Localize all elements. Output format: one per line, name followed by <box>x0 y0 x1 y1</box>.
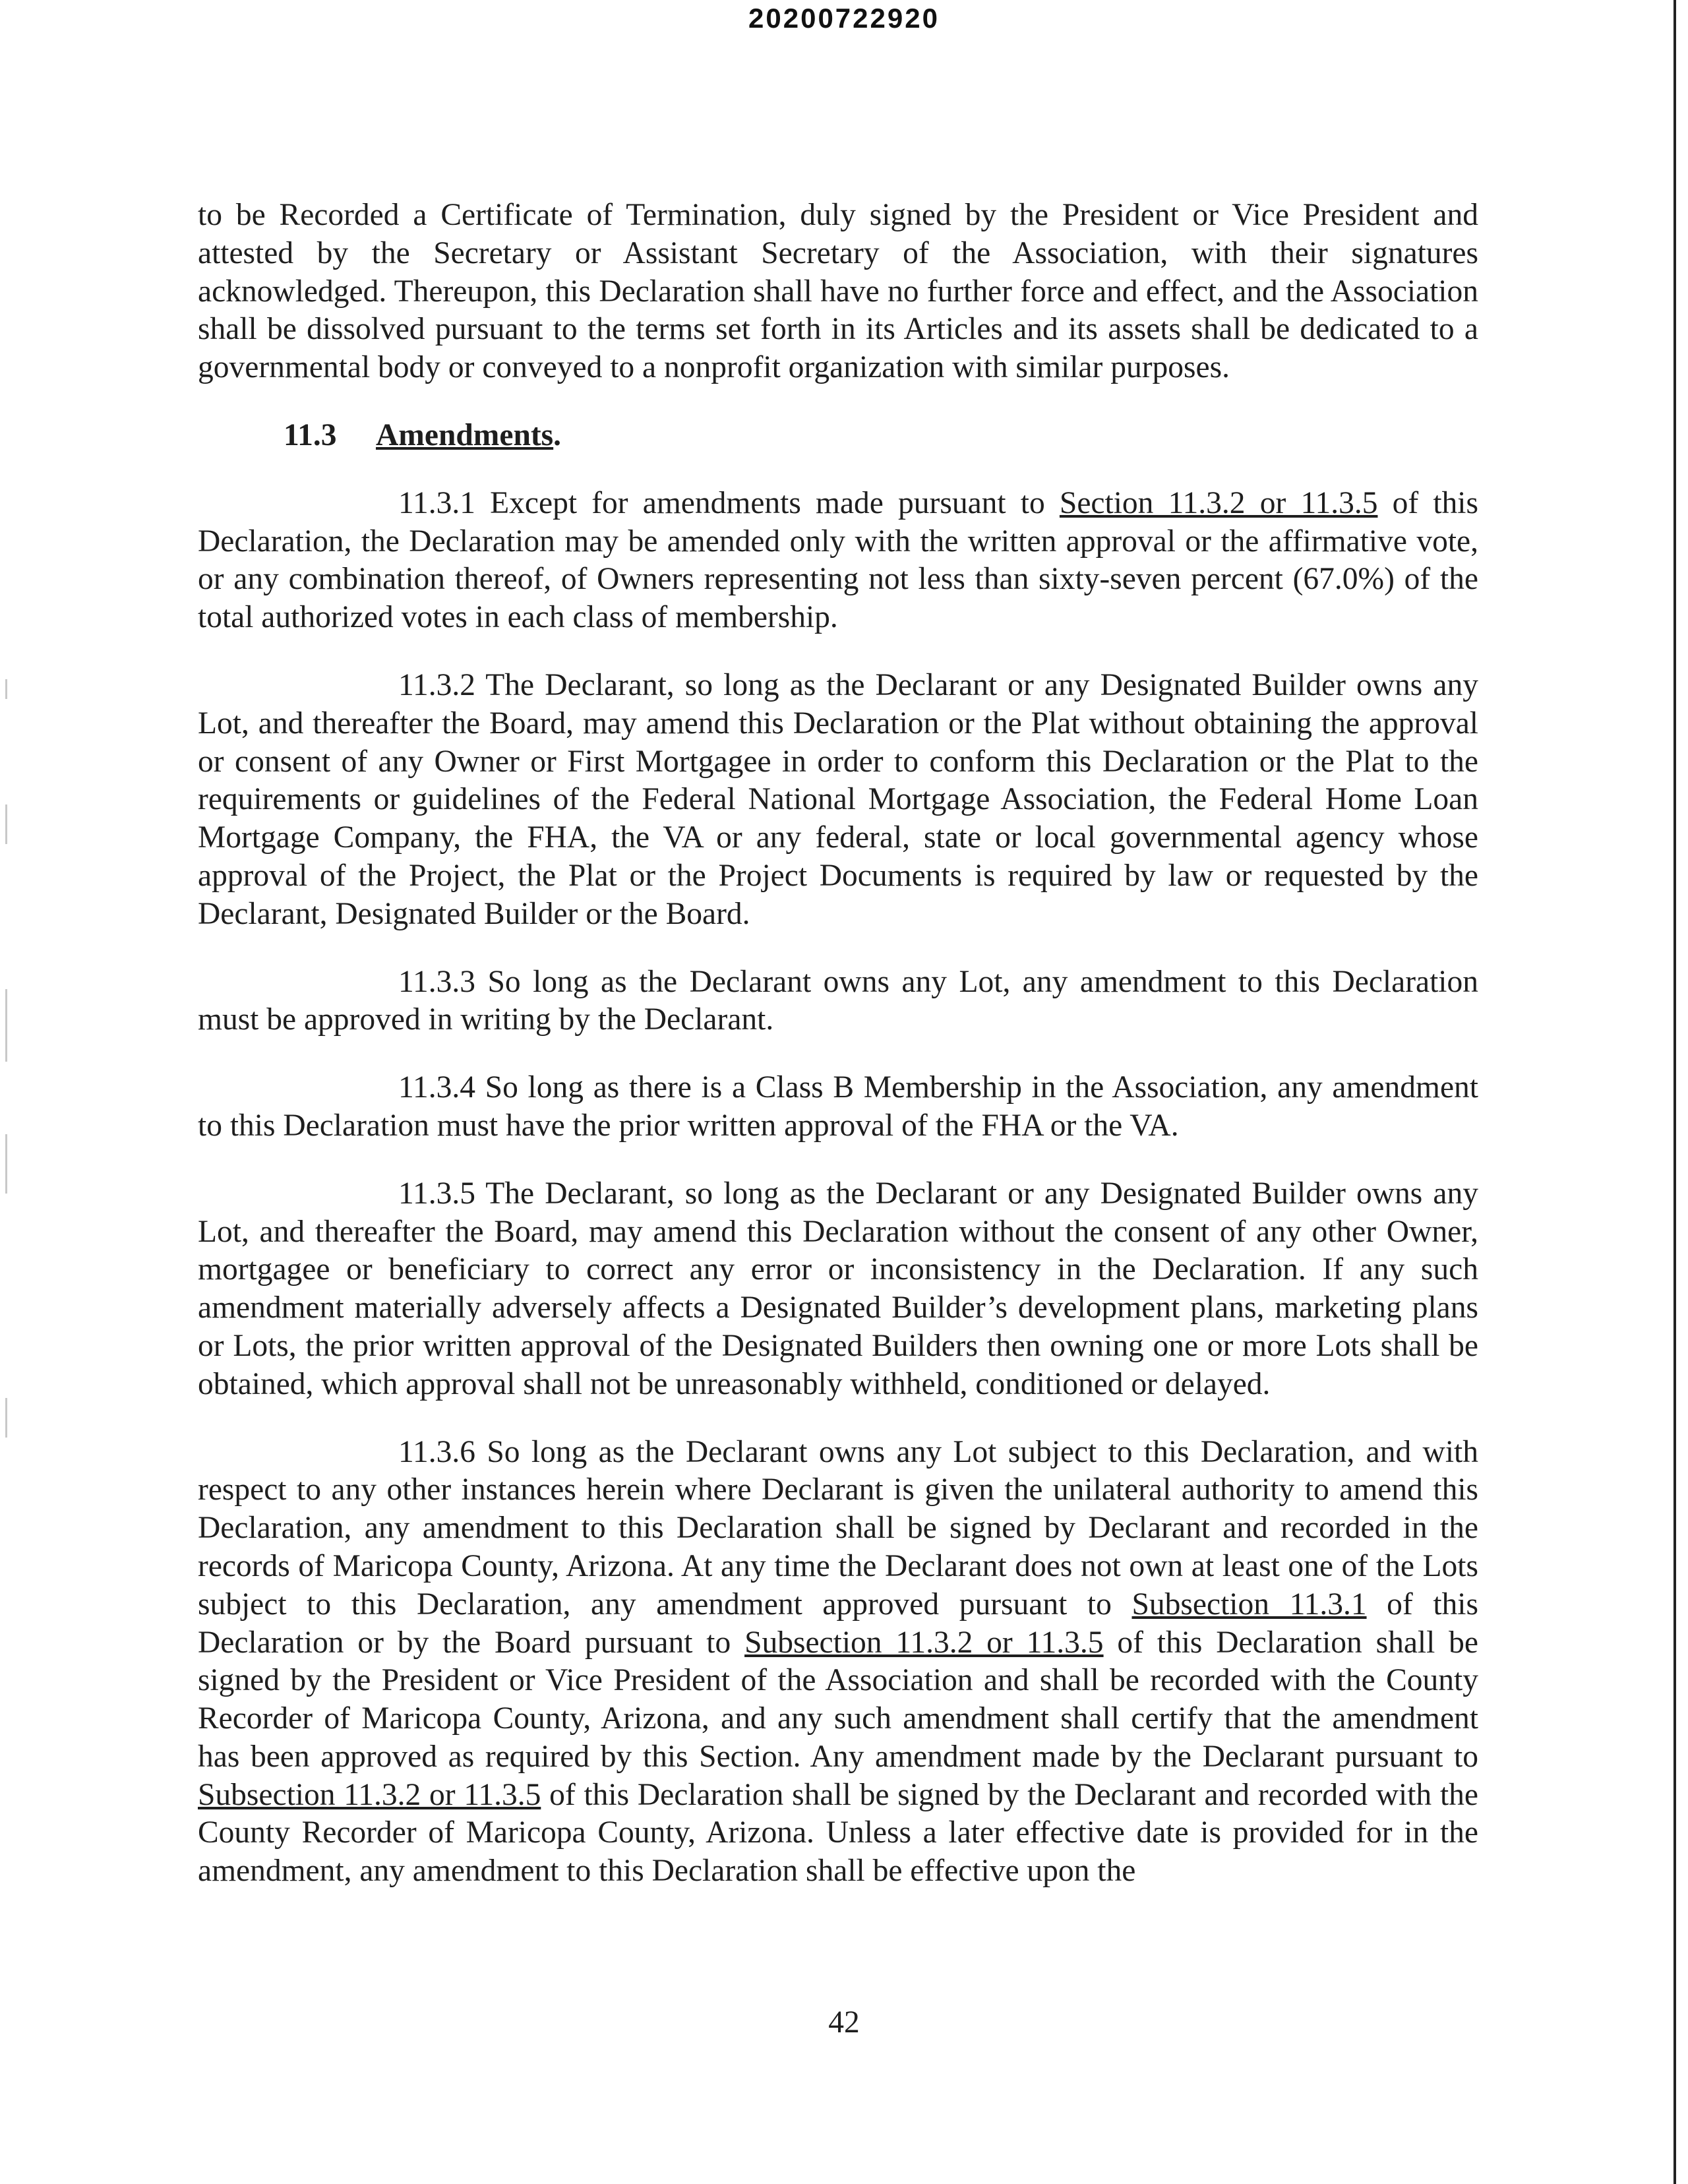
document-body <box>198 197 1478 1920</box>
margin-speck <box>5 804 7 844</box>
paragraph-text: of this Declaration, the Declaration may be amended only with the written approval or the affirmative vote, or any combination thereof, of Owners representing not less than sixty-seven percent (67.0%) of the total authorized votes in each class of membership. <box>198 485 1478 635</box>
page-number: 42 <box>828 2005 860 2040</box>
paragraph-11-3-3: 11.3.3 So long as the Declarant owns any Lot, any amendment to this Declaration must be approved in writing by the Declarant. <box>198 964 1478 1037</box>
section-number: 11.3 <box>284 417 337 452</box>
section-reference: Subsection 11.3.2 or 11.3.5 <box>198 1777 541 1812</box>
section-title-period: . <box>553 417 562 452</box>
section-title: Amendments <box>376 417 554 452</box>
paragraph-text: of this Declaration shall be signed by the President or Vice President of the Association and shall be recorded with the County Recorder of Maricopa County, Arizona, and any such amendment shall certify that the amendment has been approved as required by this Section. Any amendment made by the Declarant pursuant to <box>198 1625 1478 1774</box>
section-heading <box>284 417 1478 455</box>
paragraph-text: of this Declaration or by the Board pursuant to <box>198 1587 1478 1660</box>
paragraph-text: 11.3.1 Except for amendments made pursuant to <box>398 485 1060 520</box>
section-reference: Subsection 11.3.1 <box>1131 1587 1367 1622</box>
page-edge-rule <box>1673 0 1676 2184</box>
paragraph-text: of this Declaration shall be signed by the Declarant and recorded with the County Recorder of Maricopa County, Arizona. Unless a later effective date is provided for in the amendment, any amendment to this Declaration shall be effective upon the <box>198 1777 1478 1889</box>
continuation-paragraph: to be Recorded a Certificate of Termination, duly signed by the President or Vice President and attested by the Secretary or Assistant Secretary of the Association, with their signatures acknowledged. Thereupon, this Declaration shall have no further force and effect, and the Association shall be dissolved pursuant to the terms set forth in its Articles and its assets shall be dedicated to a governmental body or conveyed to a nonprofit organization with similar purposes. <box>198 198 1478 385</box>
section-reference: Subsection 11.3.2 or 11.3.5 <box>744 1625 1104 1660</box>
paragraph-11-3-1 <box>198 485 1478 637</box>
section-reference: Section 11.3.2 or 11.3.5 <box>1059 485 1378 520</box>
margin-speck <box>5 1398 7 1438</box>
margin-speck <box>5 1134 7 1194</box>
paragraph-11-3-6 <box>198 1434 1478 1891</box>
paragraph-11-3-5: 11.3.5 The Declarant, so long as the Declarant or any Designated Builder owns any Lot, and thereafter the Board, may amend this Declaration without the consent of any other Owner, mortgagee or beneficiary to correct any error or inconsistency in the Declaration. If any such amendment materially adversely affects a Designated Builder’s development plans, marketing plans or Lots, the prior written approval of the Designated Builders then owning one or more Lots shall be obtained, which approval shall not be unreasonably withheld, conditioned or delayed. <box>198 1176 1478 1401</box>
document-number: 20200722920 <box>748 3 940 34</box>
margin-speck <box>5 679 7 699</box>
margin-speck <box>5 989 7 1062</box>
paragraph-11-3-4: 11.3.4 So long as there is a Class B Membership in the Association, any amendment to this Declaration must have the prior written approval of the FHA or the VA. <box>198 1070 1478 1143</box>
paragraph-11-3-2: 11.3.2 The Declarant, so long as the Declarant or any Designated Builder owns any Lot, and thereafter the Board, may amend this Declaration or the Plat without obtaining the approval or consent of any Owner or First Mortgagee in order to conform this Declaration or the Plat to the requirements or guidelines of the Federal National Mortgage Association, the Federal Home Loan Mortgage Company, the FHA, the VA or any federal, state or local governmental agency whose approval of the Project, the Plat or the Project Documents is required by law or requested by the Declarant, Designated Builder or the Board. <box>198 667 1478 931</box>
paragraph-text: 11.3.6 So long as the Declarant owns any Lot subject to this Declaration, and with respect to any other instances herein where Declarant is given the unilateral authority to amend this Declaration, any amendment to this Declaration shall be signed by Declarant and recorded in the records of Maricopa County, Arizona. At any time the Declarant does not own at least one of the Lots subject to this Declaration, any amendment approved pursuant to <box>198 1434 1478 1622</box>
